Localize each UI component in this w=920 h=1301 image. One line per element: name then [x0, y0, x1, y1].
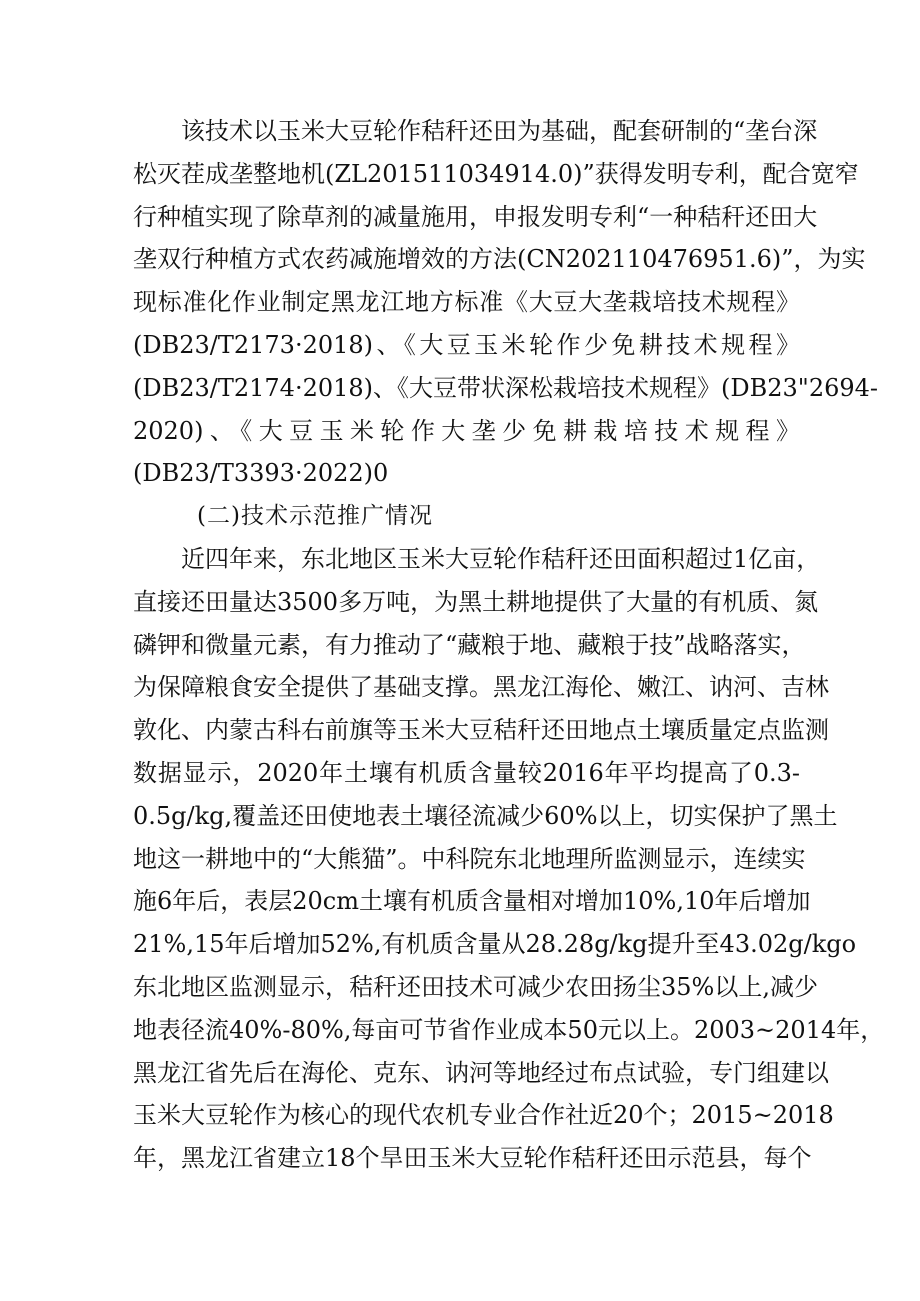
- text-line: 敦化、内蒙古科右前旗等玉米大豆秸秆还田地点土壤质量定点监测: [133, 716, 829, 745]
- paragraph-standards: [133, 110, 879, 495]
- text-line: 近四年来，东北地区玉米大豆轮作秸秆还田面积超过1亿亩，: [181, 544, 821, 573]
- text-line: 玉米大豆轮作为核心的现代农机专业合作社近20个；2015~2018: [133, 1101, 834, 1130]
- document-body: [133, 110, 885, 1180]
- text-line: 松灭茬成垄整地机(ZL201511034914.0)”获得发明专利，配合宽窄: [133, 159, 859, 188]
- text-line: (DB23/T2174·2018)、《大豆带状深松栽培技术规程》(DB23"2694-: [133, 373, 879, 402]
- section-heading: (二)技术示范推广情况: [197, 503, 433, 530]
- text-line: 现标准化作业制定黑龙江地方标准《大豆大垄栽培技术规程》: [133, 288, 800, 317]
- text-line: 该技术以玉米大豆轮作秸秆还田为基础，配套研制的“垄台深: [181, 117, 818, 145]
- text-line: 行种植实现了除草剂的减量施用，申报发明专利“一种秸秆还田大: [133, 202, 818, 231]
- text-line: 东北地区监测显示，秸秆还田技术可减少农田扬尘35%以上,减少: [133, 972, 818, 1001]
- text-line: 为保障粮食安全提供了基础支撑。黑龙江海伦、嫩江、讷河、吉林: [133, 673, 829, 702]
- text-line: 地表径流40%-80%,每亩可节省作业成本50元以上。2003~2014年，: [133, 1015, 885, 1044]
- paragraph-demonstration: [133, 538, 885, 1180]
- text-line: 年，黑龙江省建立18个旱田玉米大豆轮作秸秆还田示范县，每个: [133, 1144, 812, 1173]
- text-line: (DB23/T2173·2018)、《大豆玉米轮作少免耕技术规程》: [133, 330, 800, 359]
- text-line: 垄双行种植方式农药减施增效的方法(CN202110476951.6)”，为实: [133, 245, 866, 274]
- text-line: 黑龙江省先后在海伦、克东、讷河等地经过布点试验，专门组建以: [133, 1058, 829, 1087]
- text-line: 磷钾和微量元素，有力推动了“藏粮于地、藏粮于技”战略落实，: [133, 630, 806, 659]
- text-line: 直接还田量达3500多万吨，为黑土耕地提供了大量的有机质、氮: [133, 587, 819, 616]
- text-line: 施6年后，表层20cm土壤有机质含量相对增加10%,10年后增加: [133, 887, 811, 916]
- text-line: (DB23/T3393·2022)0: [133, 459, 389, 488]
- text-line: 地这一耕地中的“大熊猫”。中科院东北地理所监测显示，连续实: [133, 844, 806, 873]
- text-line: 数据显示，2020年土壤有机质含量较2016年平均提高了0.3-: [133, 758, 800, 787]
- text-line: 21%,15年后增加52%,有机质含量从28.28g/kg提升至43.02g/kgo: [133, 930, 857, 959]
- text-line: 0.5g/kg,覆盖还田使地表土壤径流减少60%以上，切实保护了黑土: [133, 801, 838, 830]
- text-line: 2020)、《大豆玉米轮作大垄少免耕栽培技术规程》: [133, 416, 800, 445]
